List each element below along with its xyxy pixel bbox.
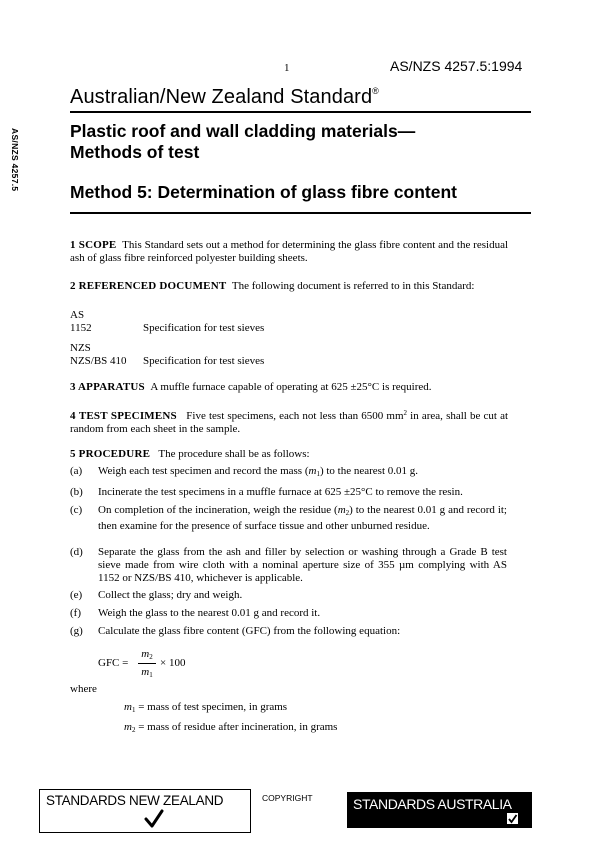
scope-text: This Standard sets out a method for determining the glass fibre content and the residual ash of glass fibre reinforced polyester building sheets. <box>70 239 509 264</box>
step-text-a: Weigh each test specimen and record the mass $(m_1)$ to the nearest 0.01 g. <box>98 465 419 478</box>
referenced-text: The following document is referred to in this Standard: <box>231 280 475 292</box>
document-id: AS/NZS 4257.5:1994 <box>390 58 523 74</box>
referenced-heading: 2 REFERENCED DOCUMENT <box>70 280 227 292</box>
scope-heading: 1 SCOPE <box>70 239 117 251</box>
standard-heading <box>70 86 379 109</box>
definition-m1-text: = mass of test specimen, in grams <box>135 701 288 713</box>
step-label-e: (e) <box>70 589 83 601</box>
procedure-text: The procedure shall be as follows: <box>158 448 310 460</box>
standards-new-zealand-text: STANDARDS NEW ZEALAND <box>46 793 224 808</box>
ref-org-as: AS <box>70 309 85 321</box>
method-title: Method 5: Determination of glass fibre content <box>70 182 457 202</box>
fraction-bar <box>138 663 156 664</box>
title-rule <box>70 212 531 214</box>
section-test-specimens <box>70 407 508 436</box>
specimens-heading: 4 TEST SPECIMENS <box>70 410 177 422</box>
section-scope <box>70 239 508 265</box>
equation-rhs: × 100 <box>160 657 186 669</box>
procedure-heading: 5 PROCEDURE <box>70 448 151 460</box>
ref-title-as: Specification for test sieves <box>143 322 265 334</box>
section-apparatus <box>70 381 432 394</box>
equation-fraction <box>138 648 156 679</box>
equation-lhs: GFC = <box>98 657 129 669</box>
step-text-d: Separate the glass from the ash and filler by selection or washing through a Grade B test sieve made from wire cloth with a nominal aperture size of 355 µm complying with AS 1152 or NZS/BS 410, whichever is applicable. <box>98 546 507 584</box>
registered-mark: ® <box>372 86 379 96</box>
definition-m2-var: m <box>124 721 132 733</box>
definition-m2 <box>124 721 337 734</box>
step-label-c: (c) <box>70 504 83 516</box>
definition-m1-var: m <box>124 701 132 713</box>
standard-heading-text: Australian/New Zealand Standard <box>70 86 373 108</box>
title-line-1: Plastic roof and wall cladding materials— <box>70 121 416 141</box>
specimens-text-before: Five test specimens, each not less than 6500 mm <box>186 410 404 422</box>
apparatus-heading: 3 APPARATUS <box>70 381 145 393</box>
side-label: AS/NZS 4257.5 <box>10 128 20 192</box>
step-text-f: Weigh the glass to the nearest 0.01 g and record it. <box>98 607 321 619</box>
ref-org-nzs: NZS <box>70 342 91 354</box>
tick-icon <box>144 809 164 829</box>
step-label-d: (d) <box>70 546 83 558</box>
step-text-g: Calculate the glass fibre content (GFC) from the following equation: <box>98 625 401 637</box>
step-label-g: (g) <box>70 625 83 637</box>
gfc-equation <box>98 648 238 684</box>
definition-m1 <box>124 701 287 714</box>
step-text-e: Collect the glass; dry and weigh. <box>98 589 243 601</box>
equation-denominator: $m_1$ <box>141 666 153 679</box>
document-title <box>70 121 530 163</box>
page-number: 1 <box>284 62 290 74</box>
title-line-2: Methods of test <box>70 142 200 162</box>
section-referenced-document <box>70 280 508 293</box>
step-label-a: (a) <box>70 465 83 477</box>
specimens-text-after: in area, shall be cut at random from each sheet in the sample. <box>70 410 509 435</box>
definition-m2-sub: 2 <box>131 726 136 734</box>
definition-m2-text: = mass of residue after incineration, in grams <box>135 721 338 733</box>
step-label-f: (f) <box>70 607 81 619</box>
standards-australia-logo <box>347 792 532 828</box>
standards-australia-text: STANDARDS AUSTRALIA <box>353 796 512 812</box>
ref-title-nzs: Specification for test sieves <box>143 355 265 367</box>
check-box-icon <box>507 813 518 824</box>
header-rule <box>70 111 531 113</box>
equation-numerator: $m_2$ <box>141 648 153 661</box>
specimens-superscript: 2 <box>403 409 408 417</box>
ref-number-as: 1152 <box>70 322 92 334</box>
definition-m1-sub: 1 <box>131 706 136 714</box>
where-label: where <box>70 683 97 695</box>
standards-new-zealand-logo <box>39 789 251 833</box>
step-text-c: On completion of the incineration, weigh the residue $(m_2)$ to the nearest 0.01 g and record it; then examine for the presence of surface tissue and other unburned residue. <box>98 504 507 532</box>
step-label-b: (b) <box>70 486 83 498</box>
section-procedure <box>70 448 310 461</box>
step-text-b: Incinerate the test specimens in a muffle furnace at 625 ±25°C to remove the resin. <box>98 486 463 498</box>
apparatus-text: A muffle furnace capable of operating at 625 ±25°C is required. <box>150 381 432 393</box>
copyright-label: COPYRIGHT <box>262 793 313 803</box>
ref-number-nzs: NZS/BS 410 <box>70 355 127 367</box>
